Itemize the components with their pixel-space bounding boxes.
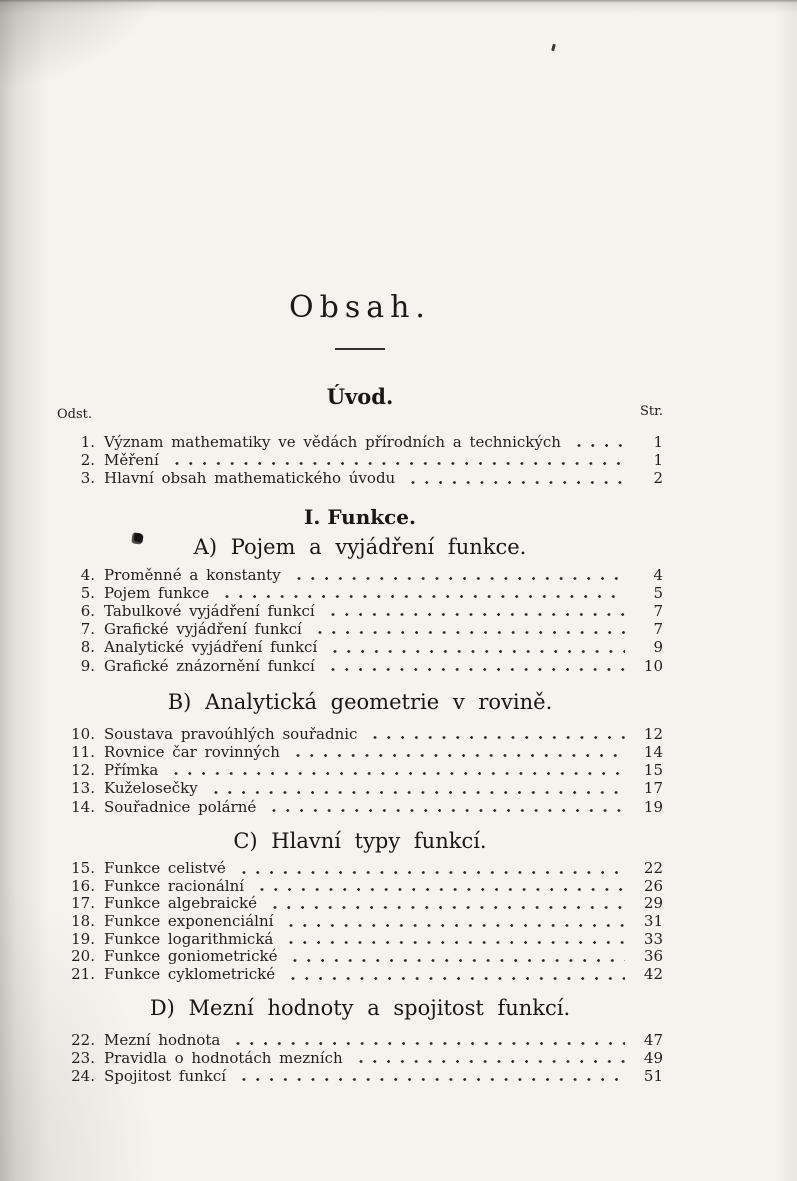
entry-page-number: 1 [653, 451, 663, 470]
entry-title: Analytické vyjádření funkcí [104, 638, 318, 657]
dot-leader [255, 887, 625, 892]
entry-number: 12. [71, 761, 95, 780]
dot-leader [169, 771, 625, 776]
entry-title: Proměnné a konstanty [104, 565, 281, 584]
dot-leader [326, 667, 625, 672]
entry-title: Význam mathematiky ve vědách přírodních a technických [104, 433, 561, 451]
toc-entry-row [57, 798, 663, 816]
entry-number: 3. [80, 469, 95, 488]
table-of-contents [57, 290, 663, 1085]
entry-title: Kuželosečky [104, 779, 198, 798]
entry-title: Pravidla o hodnotách mezních [104, 1048, 343, 1067]
dot-leader [313, 630, 625, 635]
entry-page-number: 42 [643, 965, 663, 984]
entry-page-number: 19 [643, 797, 663, 816]
entry-title: Rovnice čar rovinných [104, 743, 280, 762]
dot-leader [326, 612, 625, 617]
entry-title: Mezní hodnota [104, 1030, 221, 1049]
dot-leader [328, 649, 625, 654]
dot-leader [286, 976, 625, 981]
toc-entry-row [57, 779, 663, 797]
entry-number: 23. [71, 1048, 95, 1067]
entry-page-number: 7 [653, 602, 663, 621]
toc-section [57, 505, 663, 529]
entry-title: Pojem funkce [104, 583, 210, 602]
entry-title: Hlavní obsah mathematického úvodu [104, 469, 396, 488]
dot-leader [268, 905, 625, 910]
toc-entry-row [57, 433, 663, 451]
entry-number: 21. [71, 965, 95, 984]
toc-entry-row [57, 878, 663, 896]
toc-entry-row [57, 1031, 663, 1049]
entry-number: 11. [71, 743, 95, 762]
toc-entry-row [57, 895, 663, 913]
entry-page-number: 51 [643, 1067, 663, 1086]
entry-page-number: 5 [653, 583, 663, 602]
entry-page-number: 17 [643, 779, 663, 798]
dot-leader [267, 808, 625, 813]
toc-section [57, 534, 663, 675]
entry-page-number: 22 [643, 858, 663, 877]
toc-entry-row [57, 725, 663, 743]
entry-number: 18. [71, 911, 95, 930]
entry-title: Grafické vyjádření funkcí [104, 620, 302, 639]
entry-title: Funkce racionální [104, 876, 245, 895]
entry-title: Grafické znázornění funkcí [104, 656, 315, 675]
toc-entry-list [57, 725, 663, 816]
toc-section [57, 995, 663, 1086]
entry-page-number: 1 [653, 433, 663, 451]
dot-leader [231, 1041, 625, 1046]
toc-entry-row [57, 620, 663, 638]
dot-leader [406, 480, 625, 485]
entry-page-number: 7 [653, 620, 663, 639]
toc-sections [57, 383, 663, 1085]
toc-entry-list [57, 1031, 663, 1086]
entry-number: 24. [71, 1067, 95, 1086]
entry-page-number: 26 [643, 876, 663, 895]
entry-page-number: 12 [643, 724, 663, 743]
entry-number: 17. [71, 894, 95, 913]
dot-leader [284, 940, 625, 945]
toc-entry-row [57, 860, 663, 878]
entry-page-number: 49 [643, 1048, 663, 1067]
entry-title: Soustava pravoúhlých souřadnic [104, 724, 358, 743]
entry-number: 16. [71, 876, 95, 895]
section-heading: D) Mezní hodnoty a spojitost funkcí. [149, 995, 571, 1020]
toc-entry-row [57, 761, 663, 779]
toc-entry-row [57, 743, 663, 761]
entry-page-number: 47 [643, 1030, 663, 1049]
toc-entry-row [57, 451, 663, 469]
entry-number: 9. [80, 656, 95, 675]
entry-title: Přímka [104, 761, 159, 780]
toc-section [57, 383, 663, 488]
entry-title: Souřadnice polárné [104, 797, 257, 816]
section-heading: Úvod. [326, 384, 394, 409]
entry-number: 10. [71, 724, 95, 743]
column-header-odst: Odst. [57, 407, 93, 422]
entry-number: 20. [71, 947, 95, 966]
toc-entry-row [57, 966, 663, 984]
entry-page-number: 29 [643, 894, 663, 913]
entry-number: 7. [80, 620, 95, 639]
dot-leader [368, 735, 625, 740]
entry-page-number: 2 [653, 469, 663, 488]
entry-number: 1. [80, 433, 95, 451]
entry-number: 13. [71, 779, 95, 798]
dot-leader [170, 461, 625, 466]
toc-entry-row [57, 638, 663, 656]
title-divider-rule [335, 348, 385, 350]
scan-speck-mark [551, 44, 556, 52]
entry-page-number: 33 [643, 929, 663, 948]
toc-entry-row [57, 1049, 663, 1067]
entry-title: Funkce cyklometrické [104, 965, 276, 984]
dot-leader [237, 870, 625, 875]
section-heading: A) Pojem a vyjádření funkce. [193, 534, 527, 559]
entry-page-number: 31 [643, 911, 663, 930]
entry-title: Funkce algebraické [104, 894, 257, 913]
toc-entry-list [57, 433, 663, 488]
entry-number: 6. [80, 602, 95, 621]
entry-title: Měření [104, 451, 159, 470]
entry-page-number: 10 [643, 656, 663, 675]
toc-entry-row [57, 1067, 663, 1085]
entry-page-number: 36 [643, 947, 663, 966]
dot-leader [284, 923, 625, 928]
entry-title: Funkce celistvé [104, 858, 226, 877]
section-heading: C) Hlavní typy funkcí. [233, 828, 487, 853]
entry-title: Spojitost funkcí [104, 1067, 227, 1086]
entry-page-number: 4 [653, 565, 663, 584]
page-title: Obsah. [289, 290, 431, 325]
section-heading: B) Analytická geometrie v rovině. [167, 689, 553, 714]
entry-number: 4. [80, 565, 95, 584]
entry-number: 14. [71, 797, 95, 816]
entry-title: Funkce exponenciální [104, 911, 274, 930]
toc-entry-row [57, 657, 663, 675]
entry-number: 15. [71, 858, 95, 877]
dot-leader [292, 576, 625, 581]
entry-number: 8. [80, 638, 95, 657]
entry-page-number: 15 [643, 761, 663, 780]
dot-leader [288, 958, 625, 963]
toc-entry-row [57, 602, 663, 620]
entry-title: Funkce goniometrické [104, 947, 278, 966]
entry-title: Tabulkové vyjádření funkcí [104, 602, 315, 621]
dot-leader [209, 790, 625, 795]
toc-entry-row [57, 566, 663, 584]
toc-entry-row [57, 931, 663, 949]
toc-entry-list [57, 860, 663, 984]
toc-entry-list [57, 566, 663, 675]
toc-entry-row [57, 913, 663, 931]
toc-entry-row [57, 948, 663, 966]
toc-section [57, 689, 663, 816]
entry-number: 5. [80, 583, 95, 602]
dot-leader [237, 1077, 625, 1082]
toc-entry-row [57, 584, 663, 602]
dot-leader [220, 594, 625, 599]
entry-number: 22. [71, 1030, 95, 1049]
dot-leader [572, 443, 625, 448]
entry-number: 19. [71, 929, 95, 948]
toc-entry-row [57, 469, 663, 487]
entry-page-number: 14 [643, 743, 663, 762]
dot-leader [291, 753, 625, 758]
dot-leader [354, 1059, 625, 1064]
entry-page-number: 9 [653, 638, 663, 657]
entry-title: Funkce logarithmická [104, 929, 274, 948]
toc-section [57, 828, 663, 984]
entry-number: 2. [80, 451, 95, 470]
section-heading: I. Funkce. [304, 504, 416, 529]
column-header-str: Str. [639, 404, 663, 419]
